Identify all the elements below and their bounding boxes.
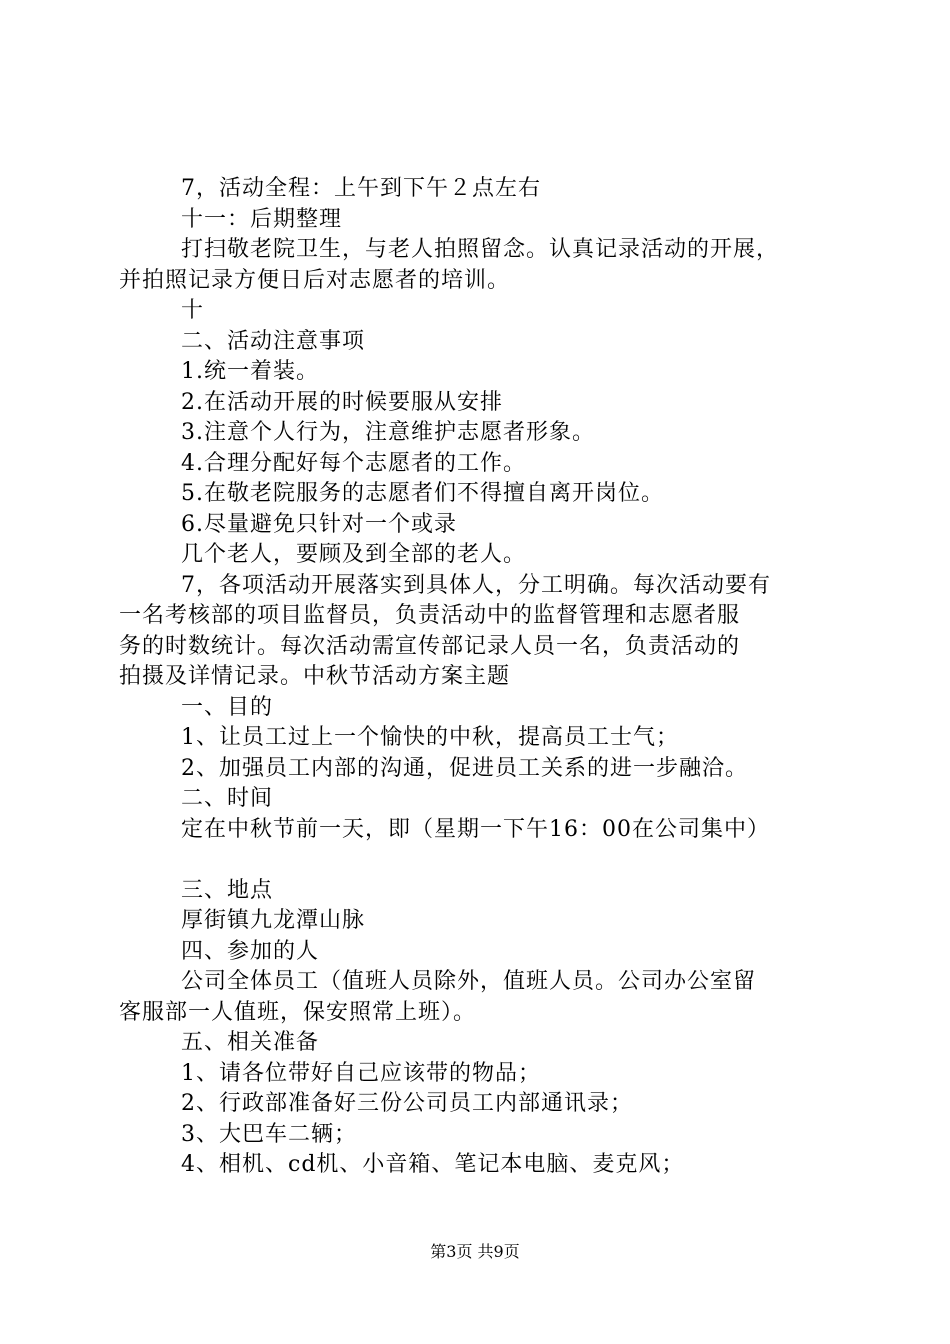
text-line: 定在中秋节前一天，即（星期一下午16：00在公司集中） <box>181 816 770 842</box>
text-line: 并拍照记录方便日后对志愿者的培训。 <box>119 267 511 293</box>
list-item: 6.尽量避免只针对一个或录 <box>181 511 457 537</box>
text-line: 7，活动全程：上午到下午２点左右 <box>181 176 541 201</box>
section-heading: 十一：后期整理 <box>181 206 343 232</box>
text-line: 7，各项活动开展落实到具体人，分工明确。每次活动要有 <box>181 572 771 598</box>
text-line: 几个老人，要顾及到全部的老人。 <box>181 542 527 567</box>
text-line: 客服部一人值班，保安照常上班）。 <box>119 999 477 1025</box>
list-item: 1.统一着装。 <box>181 359 319 384</box>
list-item: 3.注意个人行为，注意维护志愿者形象。 <box>181 420 595 445</box>
section-heading: 二、活动注意事项 <box>181 328 366 354</box>
section-heading: 二、时间 <box>181 786 274 811</box>
list-item: 3、大巴车二辆； <box>181 1121 357 1147</box>
text-line: 一名考核部的项目监督员，负责活动中的监督管理和志愿者服 <box>119 603 741 628</box>
blank-line <box>119 845 839 876</box>
section-heading: 四、参加的人 <box>181 938 320 964</box>
text-line: 拍摄及详情记录。中秋节活动方案主题 <box>119 664 511 689</box>
list-item: 2、加强员工内部的沟通，促进员工关系的进一步融洽。 <box>181 755 748 781</box>
list-item: 1、请各位带好自己应该带的物品； <box>181 1060 541 1086</box>
text-line: 公司全体员工（值班人员除外，值班人员。公司办公室留 <box>181 969 757 994</box>
list-item: 4.合理分配好每个志愿者的工作。 <box>181 450 526 476</box>
page-number-footer: 第3页 共9页 <box>430 1242 520 1261</box>
text-line: 务的时数统计。每次活动需宣传部记录人员一名，负责活动的 <box>119 633 741 659</box>
text-line: 十 <box>181 298 205 323</box>
list-item: 1、让员工过上一个愉快的中秋，提高员工士气； <box>181 725 679 750</box>
document-body <box>119 174 839 1181</box>
section-heading: 三、地点 <box>181 877 274 903</box>
list-item: 5.在敬老院服务的志愿者们不得擅自离开岗位。 <box>181 481 664 506</box>
list-item: 2、行政部准备好三份公司员工内部通讯录； <box>181 1091 633 1116</box>
list-item: 4、相机、cd机、小音箱、笔记本电脑、麦克风； <box>181 1152 685 1177</box>
text-line: 打扫敬老院卫生，与老人拍照留念。认真记录活动的开展， <box>181 237 780 262</box>
section-heading: 一、目的 <box>181 694 274 720</box>
text-line: 厚街镇九龙潭山脉 <box>181 908 366 933</box>
list-item: 2.在活动开展的时候要服从安排 <box>181 389 503 415</box>
section-heading: 五、相关准备 <box>181 1030 320 1055</box>
